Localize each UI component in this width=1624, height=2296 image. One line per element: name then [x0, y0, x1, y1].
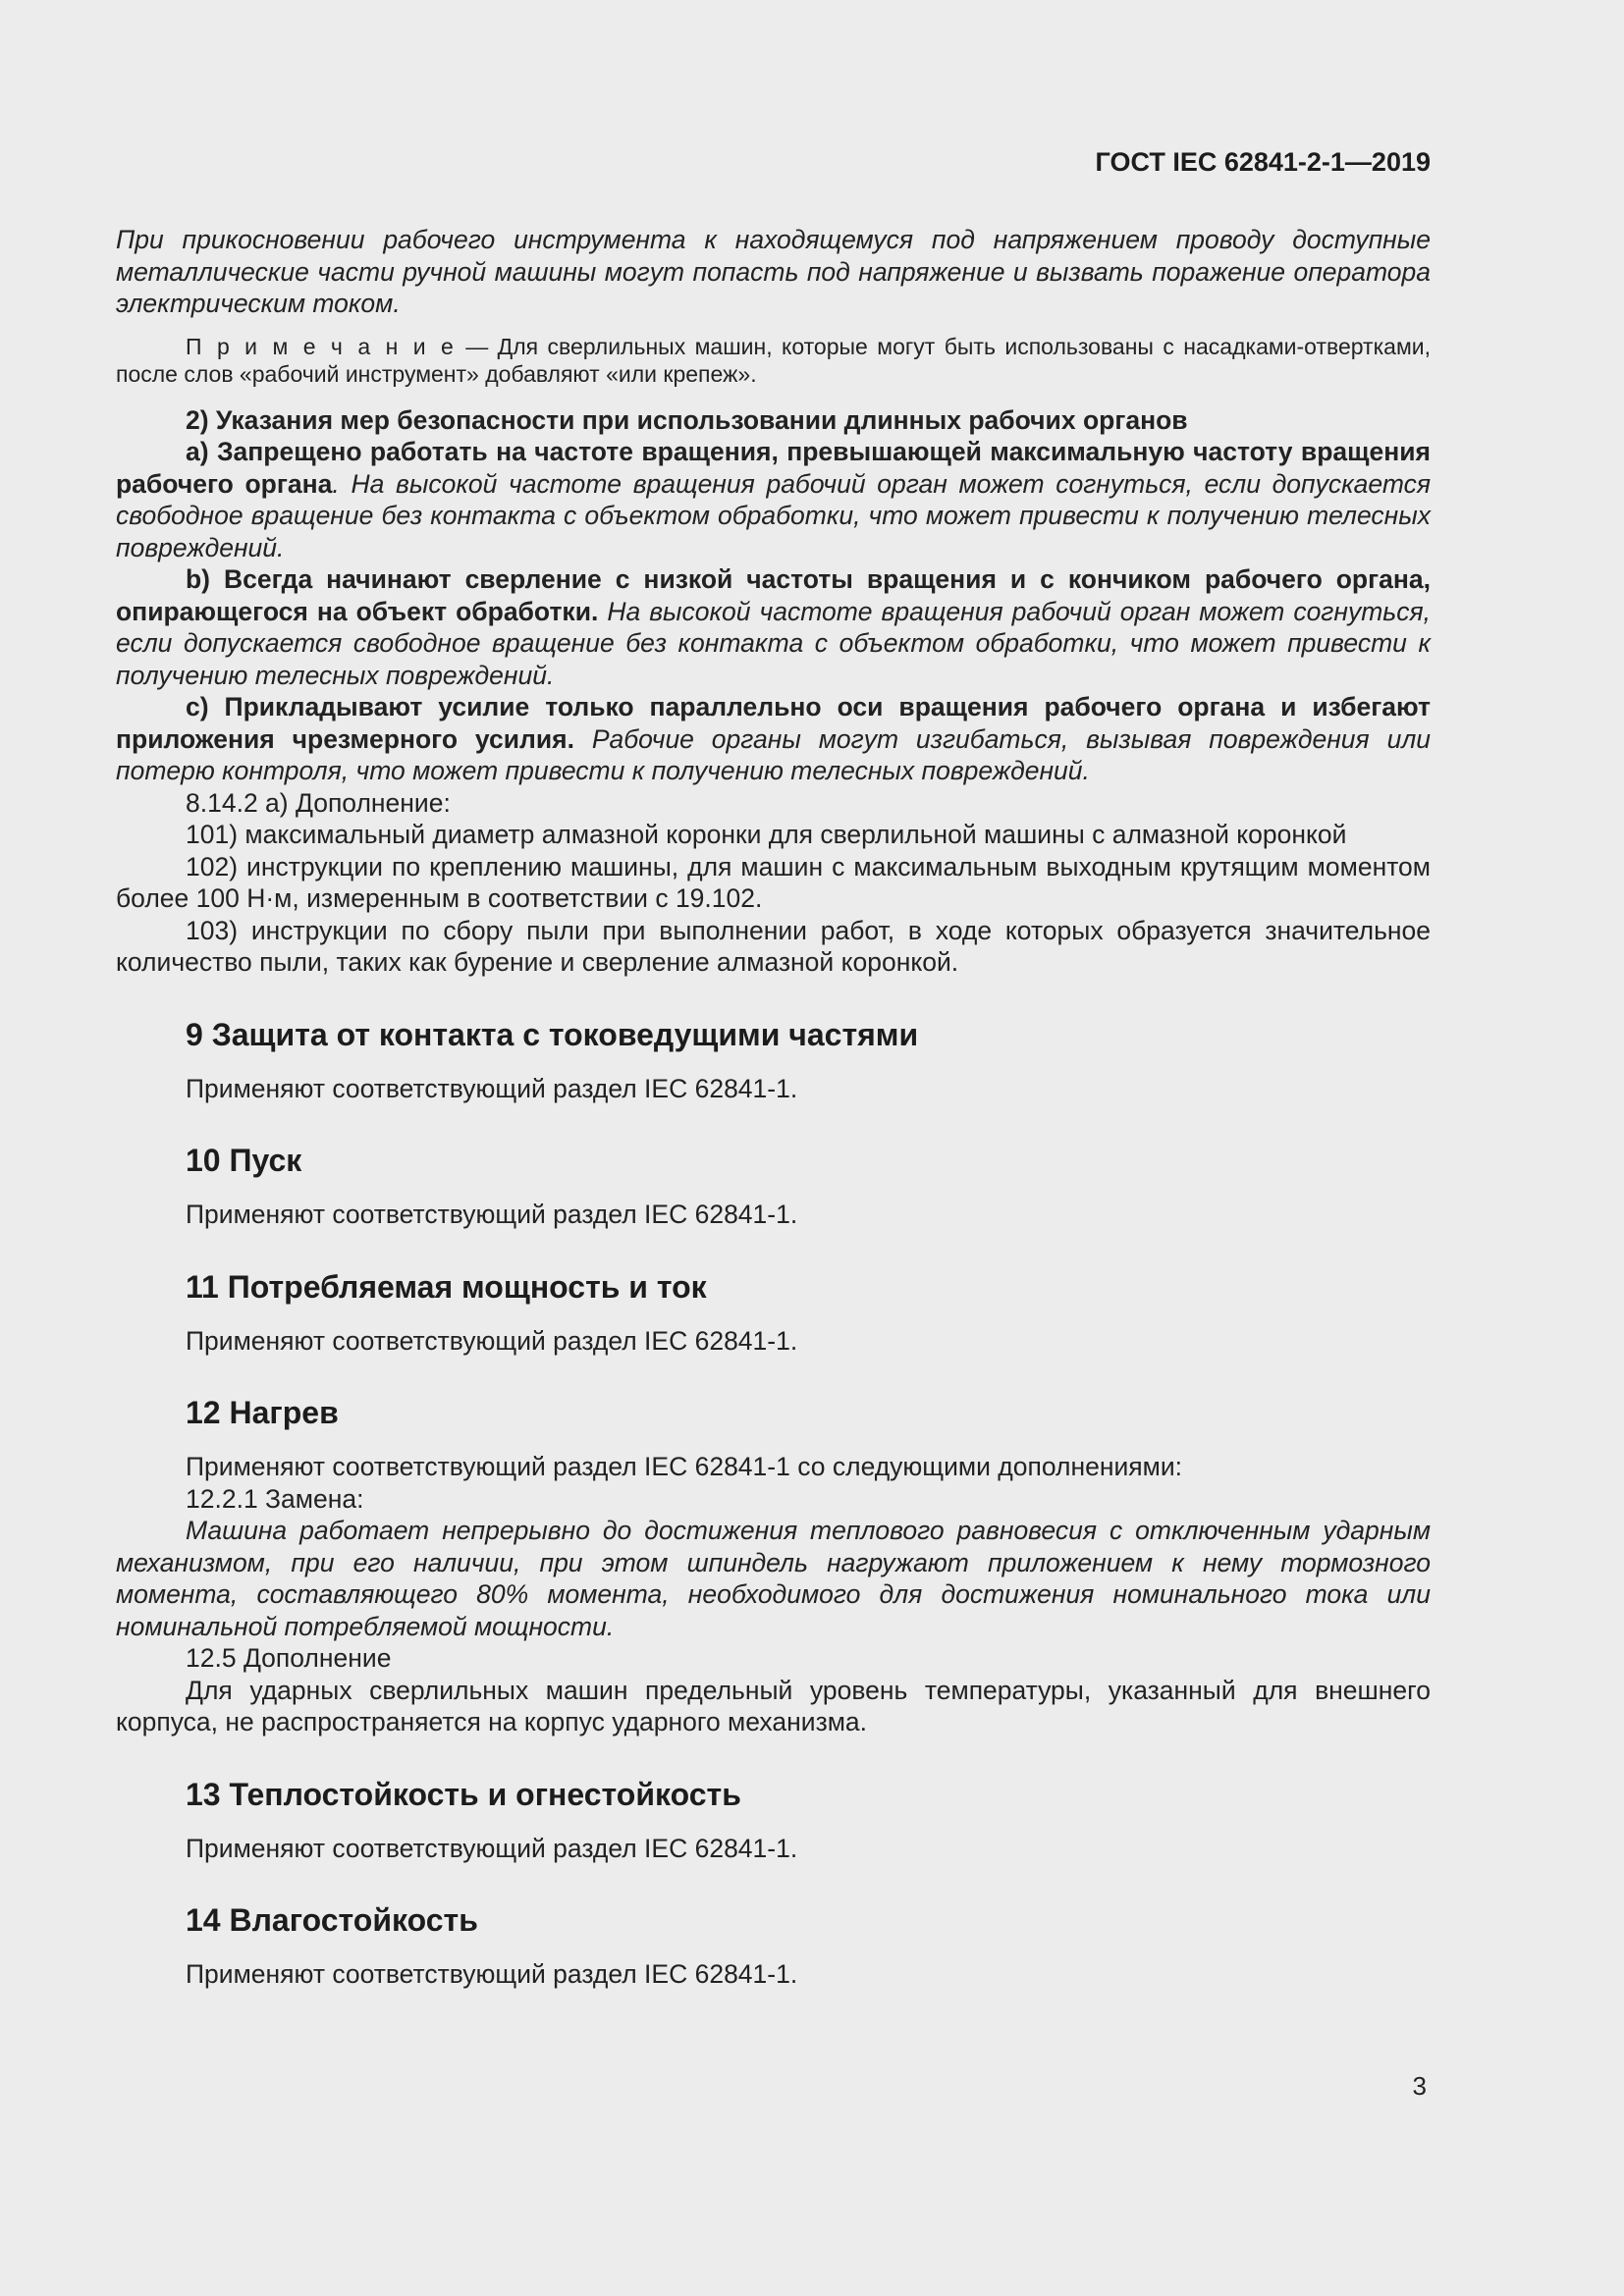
section-12-2-1-text: Машина работает непрерывно до достижения теплового равновесия с отключенным ударным механизмом, при его наличии, при этом шпиндель нагружают приложением к нему тормозного момента, составляющего 80% момента, необходимого для достижения номинального тока или номинальной потребляемой мощности. — [116, 1516, 1431, 1641]
clause-8-14-2-item-103: 103) инструкции по сбору пыли при выполнении работ, в ходе которых образуется значительное количество пыли, таких как бурение и сверление алмазной коронкой. — [116, 915, 1431, 977]
item-c-italic: Рабочие органы могут изгибаться, вызывая повреждения или потерю контроля, что может привести к получению телесных повреждений. — [116, 723, 1431, 785]
item-c-bold: c) Прикладывают усилие только параллельно оси вращения рабочего органа и избегают приложения чрезмерного усилия. — [116, 692, 1431, 754]
clause-8-14-2-item-102: 102) инструкции по креплению машины, для машин с максимальным выходным крутящим моментом более 100 Н·м, измеренным в соответствии с 19.102. — [116, 851, 1431, 913]
intro-warning: При прикосновении рабочего инструмента к находящемуся под напряжением проводу доступные металлические части ручной машины могут попасть под напряжение и вызвать поражение оператора электрическим током. — [116, 225, 1431, 318]
long-tools-item-a — [116, 436, 1431, 563]
long-tools-item-b — [116, 563, 1431, 691]
section-11-text: Применяют соответствующий раздел IEC 62841-1. — [186, 1325, 798, 1356]
section-12-5-text: Для ударных сверлильных машин предельный уровень температуры, указанный для внешнего корпуса, не распространяется на корпус ударного механизма. — [116, 1675, 1431, 1736]
section-9-title: 9 Защита от контакта с токоведущими частями — [186, 1016, 919, 1052]
clause-8-14-2-title: 8.14.2 a) Дополнение: — [186, 787, 451, 818]
clause-8-14-2-item-101: 101) максимальный диаметр алмазной коронки для сверлильной машины с алмазной коронкой — [186, 820, 1347, 849]
section-10-text: Применяют соответствующий раздел IEC 62841-1. — [186, 1200, 798, 1229]
section-13-title: 13 Теплостойкость и огнестойкость — [186, 1776, 741, 1812]
note — [116, 333, 1431, 388]
section-12-intro: Применяют соответствующий раздел IEC 62841-1 со следующими дополнениями: — [186, 1452, 1183, 1481]
note-text: — Для сверлильных машин, которые могут быть использованы с насадками-отвертками, после слов «рабочий инструмент» добавляют «или крепеж». — [116, 333, 1431, 387]
page-number: 3 — [1412, 2071, 1427, 2101]
item-a-bold: a) Запрещено работать на частоте вращения, превышающей максимальную частоту вращения рабочего органа — [116, 437, 1431, 499]
note-label: П р и м е ч а н и е — [186, 333, 457, 359]
section-12-title: 12 Нагрев — [186, 1395, 339, 1430]
section-12-5-title: 12.5 Дополнение — [186, 1643, 392, 1673]
item-a-italic: . На высокой частоте вращения рабочий орган может согнуться, если допускается свободное вращение без контакта с объектом обработки, что может привести к получению телесных повреждений. — [116, 468, 1431, 562]
item-b-italic: На высокой частоте вращения рабочий орган может согнуться, если допускается свободное вращение без контакта с объектом обработки, что может привести к получению телесных повреждений. — [116, 596, 1431, 690]
section-14-text: Применяют соответствующий раздел IEC 62841-1. — [186, 1959, 798, 1989]
document-header: ГОСТ IEC 62841-2-1—2019 — [1095, 147, 1431, 177]
long-tools-heading: 2) Указания мер безопасности при использовании длинных рабочих органов — [186, 404, 1188, 435]
item-b-bold: b) Всегда начинают сверление с низкой частоты вращения и с кончиком рабочего органа, опирающегося на объект обработки. — [116, 564, 1431, 626]
section-13-text: Применяют соответствующий раздел IEC 62841-1. — [186, 1833, 798, 1863]
section-14-title: 14 Влагостойкость — [186, 1902, 478, 1938]
section-9-text: Применяют соответствующий раздел IEC 62841-1. — [186, 1073, 798, 1103]
long-tools-item-c — [116, 691, 1431, 787]
section-12-2-1-title: 12.2.1 Замена: — [186, 1483, 364, 1514]
section-11-title: 11 Потребляемая мощность и ток — [186, 1268, 707, 1305]
section-10-title: 10 Пуск — [186, 1143, 302, 1178]
page-content — [116, 224, 1431, 1991]
